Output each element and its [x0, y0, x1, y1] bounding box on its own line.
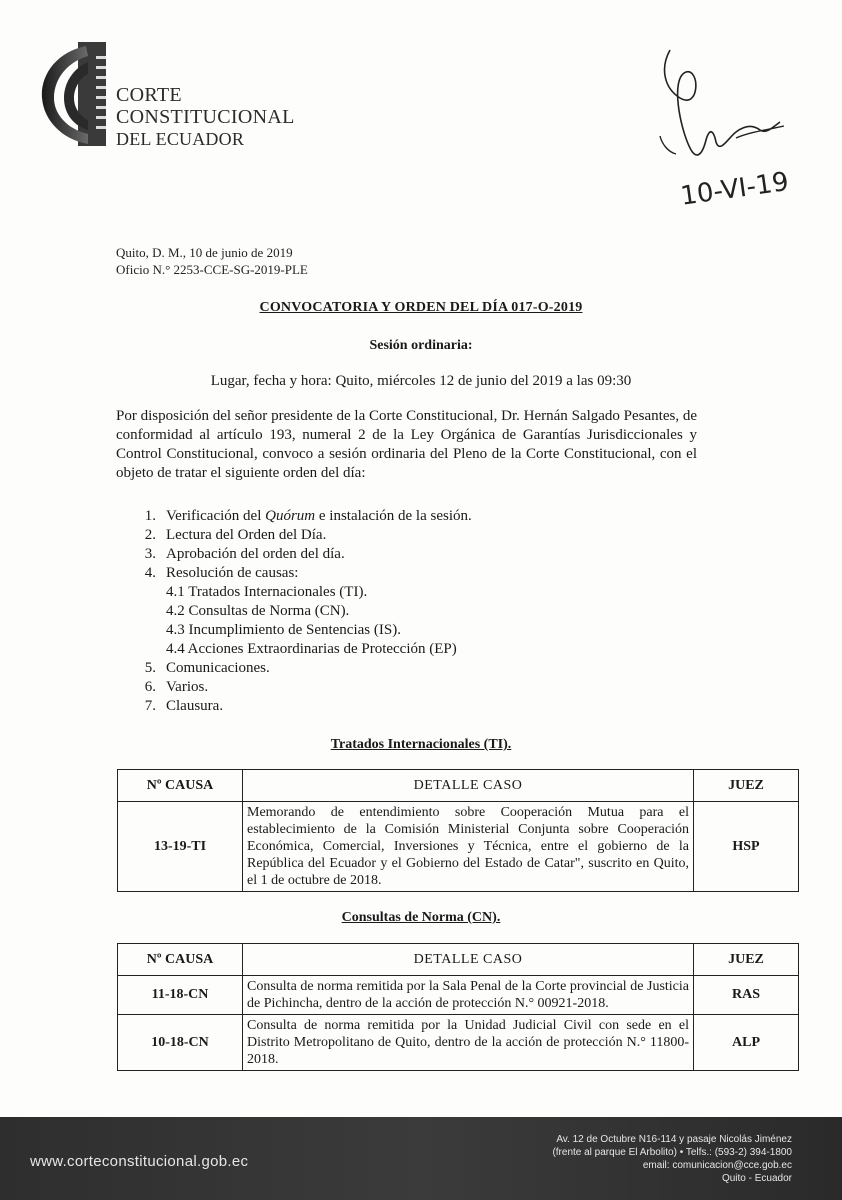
agenda-item: [116, 564, 472, 583]
agenda-text-em: Quórum: [265, 508, 316, 524]
cell-juez: HSP: [694, 802, 799, 892]
cell-juez: RAS: [694, 976, 799, 1015]
cell-causa: 13-19-TI: [118, 802, 243, 892]
section-title-cn: Consultas de Norma (CN).: [341, 910, 501, 925]
organization-name: [116, 84, 295, 150]
column-header-causa: Nº CAUSA: [118, 944, 243, 976]
agenda-text: Clausura.: [166, 698, 224, 714]
agenda-text: Resolución de causas:: [166, 565, 299, 581]
agenda-list: [116, 507, 472, 716]
org-line-3: DEL ECUADOR: [116, 129, 245, 149]
agenda-subitem: 4.4 Acciones Extraordinarias de Protección (EP): [166, 641, 457, 657]
column-header-juez: JUEZ: [694, 770, 799, 802]
address-line: Av. 12 de Octubre N16-114 y pasaje Nicolás Jiménez: [556, 1134, 792, 1145]
place-time: Lugar, fecha y hora: Quito, miércoles 12 de junio del 2019 a las 09:30: [210, 373, 632, 389]
column-header-detalle: DETALLE CASO: [243, 770, 694, 802]
cell-detalle: Memorando de entendimiento sobre Cooperación Mutua para el establecimiento de la Comisión Ministerial Conjunta sobre Cooperación Económica, Comercial, Inversiones y Técnica, entre el gobierno de la República del Ecuador y el Gobierno del Estado de Catar", suscrito en Quito, el 1 de octubre de 2018.: [243, 802, 694, 892]
document-meta: [116, 244, 308, 278]
signature-date: 10-VI-19: [678, 166, 791, 212]
column-header-detalle: DETALLE CASO: [243, 944, 694, 976]
table-row: [118, 976, 799, 1015]
office-number: Oficio N.° 2253-CCE-SG-2019-PLE: [116, 262, 308, 277]
agenda-item: [116, 697, 472, 716]
agenda-item: [116, 507, 472, 526]
table-row: [118, 802, 799, 892]
agenda-number: 5.: [144, 660, 156, 676]
agenda-number: 6.: [144, 679, 156, 695]
footer-email[interactable]: email: comunicacion@cce.gob.ec: [642, 1160, 792, 1171]
table-consultas-de-norma: [117, 943, 799, 1071]
agenda-text: Varios.: [166, 679, 209, 695]
agenda-text-pre: Verificación del: [166, 508, 266, 524]
agenda-text-post: e instalación de la sesión.: [315, 508, 472, 524]
agenda-text: Aprobación del orden del día.: [166, 546, 345, 562]
document-title: CONVOCATORIA Y ORDEN DEL DÍA 017-O-2019: [259, 300, 583, 315]
agenda-number: 1.: [144, 508, 156, 524]
agenda-number: 3.: [144, 546, 156, 562]
agenda-subitem: 4.1 Tratados Internacionales (TI).: [166, 584, 368, 600]
session-type: Sesión ordinaria:: [369, 338, 473, 353]
column-header-juez: JUEZ: [694, 944, 799, 976]
address-line: Quito - Ecuador: [721, 1173, 792, 1184]
table-header-row: [118, 944, 799, 976]
footer-address: [552, 1133, 792, 1185]
agenda-text: [166, 507, 472, 526]
agenda-item: [116, 545, 472, 564]
org-line-1: CORTE: [116, 84, 182, 106]
agenda-text: Comunicaciones.: [166, 660, 270, 676]
section-title-ti: Tratados Internacionales (TI).: [330, 737, 512, 752]
table-header-row: [118, 770, 799, 802]
place-date: Quito, D. M., 10 de junio de 2019: [116, 245, 293, 260]
column-header-causa: Nº CAUSA: [118, 770, 243, 802]
agenda-item: [116, 678, 472, 697]
footer-bar: [0, 1117, 842, 1200]
table-tratados-internacionales: [117, 769, 799, 892]
agenda-item: [116, 659, 472, 678]
footer-website-link[interactable]: www.corteconstitucional.gob.ec: [30, 1153, 249, 1170]
agenda-number: 2.: [144, 527, 156, 543]
cell-causa: 11-18-CN: [118, 976, 243, 1015]
handwritten-signature-icon: [640, 28, 810, 218]
org-line-2: CONSTITUCIONAL: [116, 106, 295, 128]
table-row: [118, 1015, 799, 1071]
cell-detalle: Consulta de norma remitida por la Unidad Judicial Civil con sede en el Distrito Metropolitano de Quito, dentro de la acción de protección N.° 11800-2018.: [243, 1015, 694, 1071]
intro-paragraph: Por disposición del señor presidente de la Corte Constitucional, Dr. Hernán Salgado Pesantes, de conformidad al artículo 193, numeral 2 de la Ley Orgánica de Garantías Jurisdiccionales y Control Constitucional, convoco a sesión ordinaria del Pleno de la Corte Constitucional, con el objeto de tratar el siguiente orden del día:: [116, 408, 697, 481]
agenda-number: 7.: [144, 698, 156, 714]
agenda-text: Lectura del Orden del Día.: [166, 527, 327, 543]
cell-causa: 10-18-CN: [118, 1015, 243, 1071]
agenda-number: 4.: [144, 565, 156, 581]
corte-constitucional-logo-icon: [38, 42, 108, 148]
agenda-subitem: 4.2 Consultas de Norma (CN).: [166, 603, 350, 619]
agenda-subitem: 4.3 Incumplimiento de Sentencias (IS).: [166, 622, 401, 638]
agenda-item: [116, 526, 472, 545]
address-line: (frente al parque El Arbolito) • Telfs.: (593-2) 394-1800: [552, 1147, 792, 1158]
cell-juez: ALP: [694, 1015, 799, 1071]
cell-detalle: Consulta de norma remitida por la Sala Penal de la Corte provincial de Justicia de Pichincha, dentro de la acción de protección N.° 00921-2018.: [243, 976, 694, 1015]
